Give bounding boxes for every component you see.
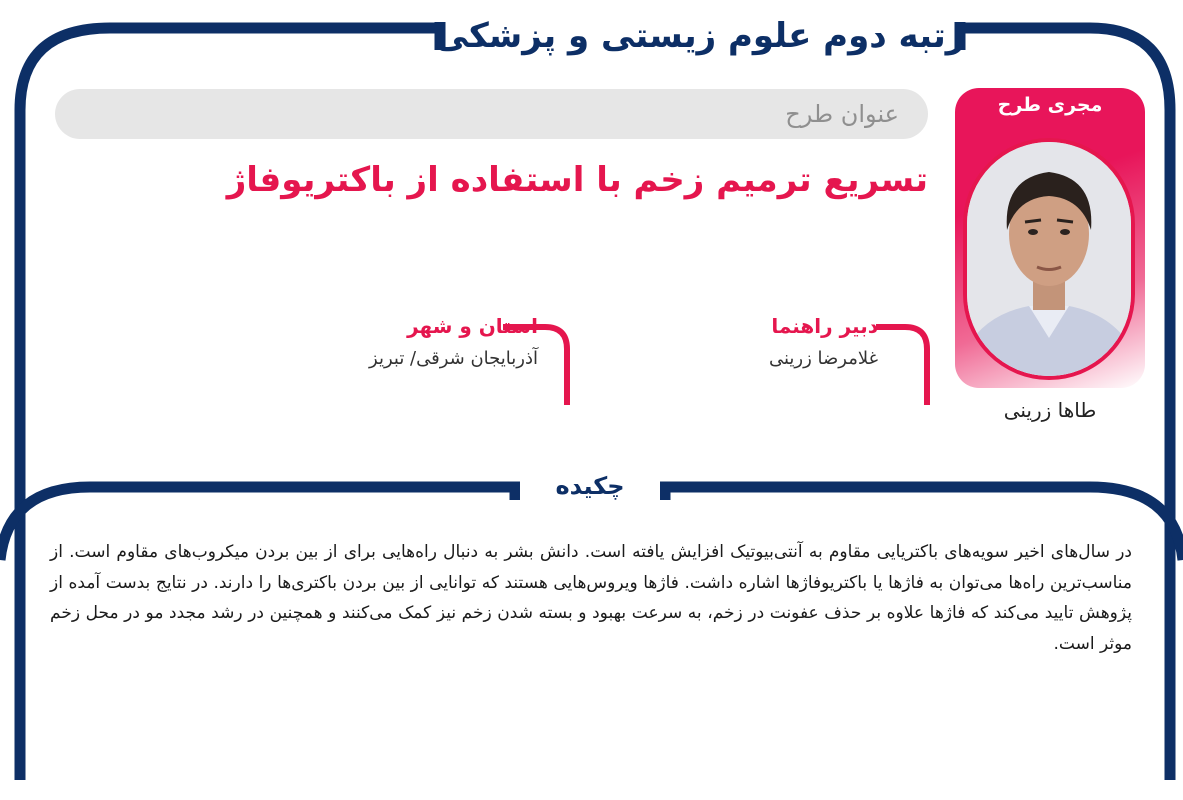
advisor-block <box>769 314 878 369</box>
abstract-text: در سال‌های اخیر سویه‌های باکتریایی مقاوم به آنتی‌بیوتیک افزایش یافته است. دانش بشر به دنبال راه‌هایی برای از بین بردن میکروب‌های مقاوم است. از مناسب‌ترین راه‌ها می‌توان به فاژها یا باکتریوفاژها اشاره داشت. فاژها ویروس‌هایی هستند که توانایی از بین بردن باکتری‌ها را دارند. در نتایج بدست آمده از پژوهش تایید می‌کند که فاژها علاوه بر حذف عفونت در زخم، به سرعت بهبود و بسته شدن زخم نیز کمک می‌کنند و همچنین در رشد مجدد مو در محل زخم موثر است. <box>50 542 1132 654</box>
advisor-label: دبیر راهنما <box>771 314 878 338</box>
project-title-label: عنوان طرح <box>785 100 899 128</box>
presenter-name: طاها زرینی <box>1003 398 1097 422</box>
presenter-photo <box>963 138 1135 380</box>
location-value: آذربایجان شرقی/ تبریز <box>369 348 538 369</box>
project-title: تسریع ترمیم زخم با استفاده از باکتریوفاژ <box>226 160 928 200</box>
abstract-title: چکیده <box>520 464 660 508</box>
location-label: استان و شهر <box>407 314 538 338</box>
portrait-illustration <box>967 142 1131 376</box>
advisor-name: غلامرضا زرینی <box>768 348 878 369</box>
location-block <box>369 314 538 369</box>
rank-title: رتبه دوم علوم زیستی و پزشکی <box>450 8 950 64</box>
presenter-label: مجری طرح <box>997 94 1103 116</box>
